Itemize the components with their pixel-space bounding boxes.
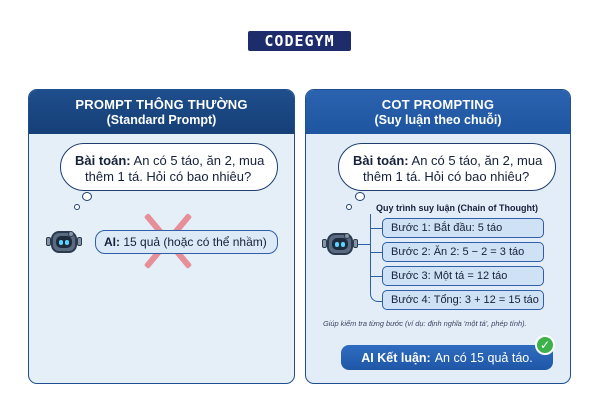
right-thought-dot: [355, 192, 365, 201]
left-thought-dot: [82, 192, 92, 201]
codegym-logo: [248, 31, 351, 51]
step-connector: [370, 252, 382, 253]
step-3-label: Bước 3:: [391, 270, 431, 282]
ai-conclusion-bubble: [341, 345, 553, 370]
ai-conclusion-text: An có 15 quả táo.: [434, 350, 533, 365]
right-problem-text-2: thêm 1 tá. Hỏi có bao nhiêu?: [363, 169, 530, 184]
left-ai-answer: 15 quả (hoặc có thể nhầm): [123, 235, 267, 249]
robot-icon: [46, 227, 82, 257]
step-connector: [370, 228, 382, 229]
left-problem-cloud: [60, 143, 278, 191]
ai-conclusion-label: AI Kết luận:: [361, 350, 431, 365]
verification-note: Giúp kiểm tra từng bước (ví dụ: định nghĩa 'một tá', phép tính).: [323, 319, 527, 328]
left-problem-text-2: thêm 1 tá. Hỏi có bao nhiêu?: [85, 169, 252, 184]
right-problem-text-1: An có 5 táo, ăn 2, mua: [411, 153, 543, 168]
left-problem-label: Bài toán:: [75, 153, 131, 168]
chain-of-thought-title: Quy trình suy luận (Chain of Thought): [376, 203, 538, 213]
check-circle-icon: ✓: [535, 335, 555, 355]
standard-prompt-subtitle: (Standard Prompt): [106, 113, 217, 127]
step-1-label: Bước 1:: [391, 222, 431, 234]
right-thought-dot: [346, 204, 352, 210]
step-3: [382, 266, 544, 286]
left-problem-text-1: An có 5 táo, ăn 2, mua: [133, 153, 265, 168]
step-2: [382, 242, 544, 262]
step-3-text: Một tá = 12 táo: [433, 270, 508, 282]
step-1-text: Bắt đầu: 5 táo: [433, 222, 503, 234]
left-problem-line-1: [75, 153, 267, 169]
step-1: [382, 218, 544, 238]
step-4: [382, 290, 544, 310]
step-2-text: Ăn 2: 5 − 2 = 3 táo: [433, 246, 525, 258]
cot-prompting-header: [306, 90, 570, 134]
right-problem-line-1: [353, 153, 545, 169]
left-ai-label: AI:: [104, 235, 120, 249]
left-thought-dot: [74, 204, 80, 210]
standard-prompt-header: [29, 90, 294, 134]
step-connector: [370, 276, 382, 277]
standard-prompt-title: PROMPT THÔNG THƯỜNG: [75, 97, 248, 112]
step-4-label: Bước 4:: [391, 294, 431, 306]
left-ai-answer-bubble: [95, 230, 278, 254]
step-4-text: Tổng: 3 + 12 = 15 táo: [433, 294, 539, 306]
robot-icon: [322, 229, 358, 259]
cot-prompting-title: COT PROMPTING: [381, 97, 495, 112]
logo-text: CODEGYM: [264, 32, 335, 50]
right-problem-label: Bài toán:: [353, 153, 409, 168]
robot-chain-link: [358, 244, 370, 245]
right-problem-cloud: [338, 143, 556, 191]
cot-prompting-subtitle: (Suy luận theo chuỗi): [374, 113, 502, 127]
step-2-label: Bước 2:: [391, 246, 431, 258]
